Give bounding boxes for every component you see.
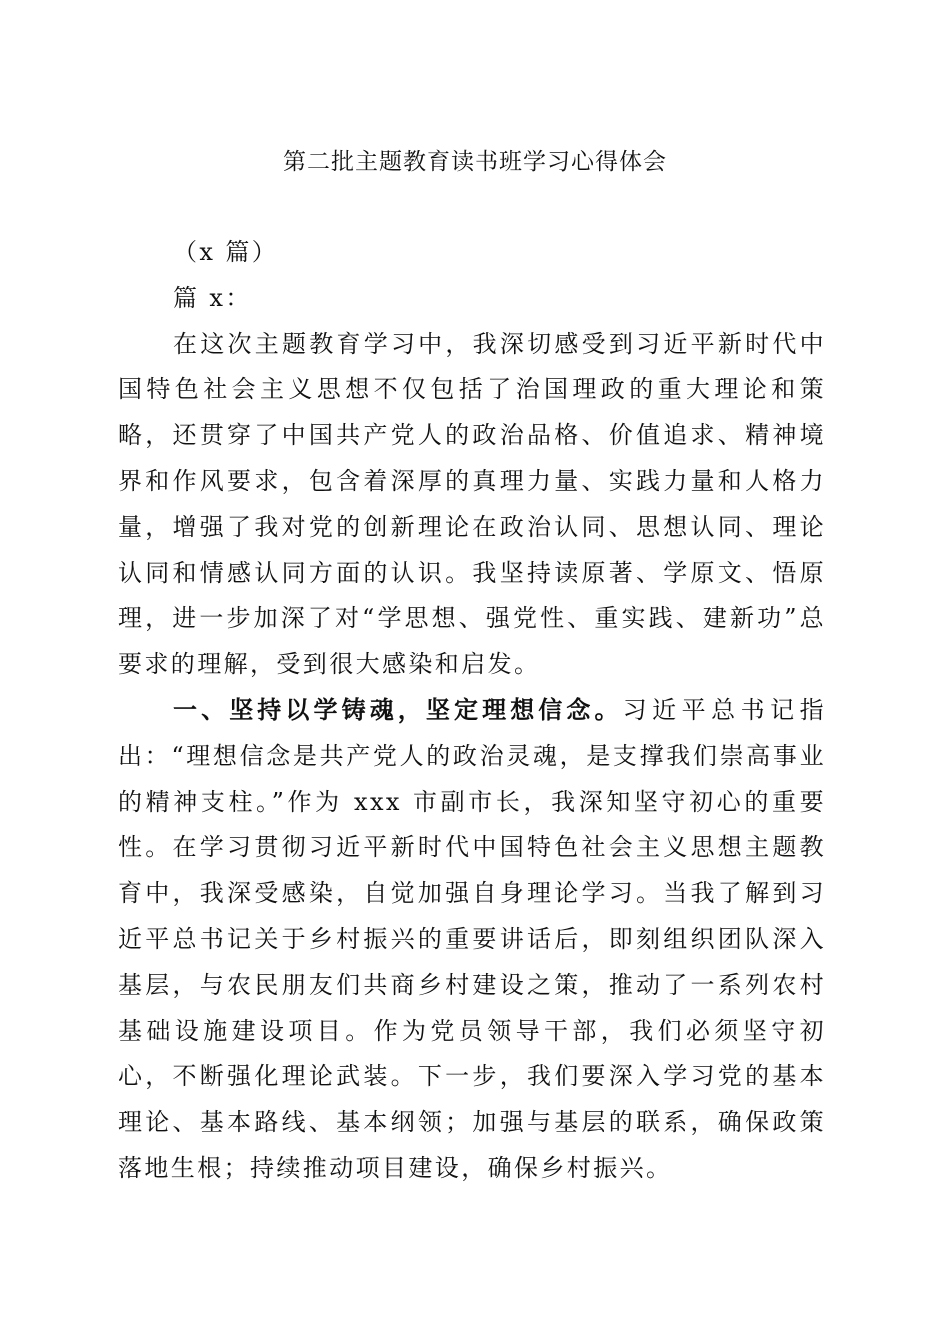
count-note: （x 篇） [173,238,279,266]
section-label: 篇 x： [173,283,252,312]
point-one-heading: 一、坚持以学铸魂，坚定理想信念。 [173,695,623,724]
document-title: 第二批主题教育读书班学习心得体会 [283,149,667,175]
document-body [118,230,826,1192]
point-one-paragraph [118,688,826,1192]
intro-paragraph: 在这次主题教育学习中，我深切感受到习近平新时代中国特色社会主义思想不仅包括了治国理政的重大理论和策略，还贯穿了中国共产党人的政治品格、价值追求、精神境界和作风要求，包含着深厚的真理力量、实践力量和人格力量，增强了我对党的创新理论在政治认同、思想认同、理论认同和情感认同方面的认识。我坚持读原著、学原文、悟原理，进一步加深了对“学思想、强党性、重实践、建新功”总要求的理解，受到很大感染和启发。 [118,329,826,679]
point-one-body: 习近平总书记指出：“理想信念是共产党人的政治灵魂，是支撑我们崇高事业的精神支柱。”作为 xxx 市副市长，我深知坚守初心的重要性。在学习贯彻习近平新时代中国特色社会主义思想主题教育中，我深受感染，自觉加强自身理论学习。当我了解到习近平总书记关于乡村振兴的重要讲话后，即刻组织团队深入基层，与农民朋友们共商乡村建设之策，推动了一系列农村基础设施建设项目。作为党员领导干部，我们必须坚守初心，不断强化理论武装。下一步，我们要深入学习党的基本理论、基本路线、基本纲领；加强与基层的联系，确保政策落地生根；持续推动项目建设，确保乡村振兴。 [118,695,826,1182]
